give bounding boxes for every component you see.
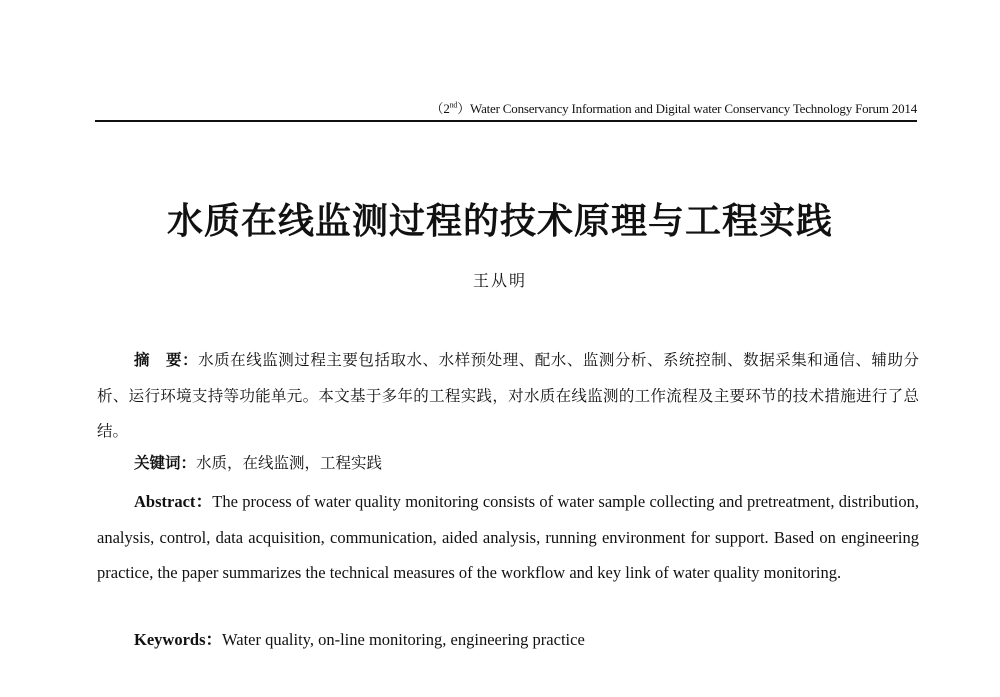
- abstract-english-label: Abstract：: [134, 492, 213, 511]
- keywords-chinese: [134, 452, 382, 474]
- abstract-chinese-label: 摘 要：: [134, 351, 199, 369]
- keywords-chinese-label: 关键词：: [134, 454, 197, 472]
- running-header: [97, 98, 917, 117]
- abstract-chinese: [97, 343, 919, 450]
- paper-author: 王从明: [472, 271, 527, 290]
- running-header-text: ）Water Conservancy Information and Digital water Conservancy Technology Forum 2014: [457, 101, 917, 116]
- keywords-english-label: Keywords：: [134, 630, 222, 649]
- header-rule: [95, 120, 917, 122]
- abstract-english: [97, 484, 919, 591]
- abstract-chinese-text: 水质在线监测过程主要包括取水、水样预处理、配水、监测分析、系统控制、数据采集和通信、辅助分析、运行环境支持等功能单元。本文基于多年的工程实践，对水质在线监测的工作流程及主要环节的技术措施进行了总结。: [97, 351, 919, 440]
- running-header-ordinal-suffix: nd: [449, 100, 458, 110]
- keywords-english: [134, 629, 585, 651]
- keywords-english-text: Water quality, on-line monitoring, engineering practice: [222, 630, 585, 649]
- running-header-prefix: （2: [430, 101, 450, 116]
- paper-title: 水质在线监测过程的技术原理与工程实践: [166, 200, 833, 242]
- abstract-english-text: The process of water quality monitoring consists of water sample collecting and pretreatment, distribution, analysis, control, data acquisition, communication, aided analysis, running environment for support. Based on engineering practice, the paper summarizes the technical measures of the workflow and key link of water quality monitoring.: [97, 492, 919, 582]
- keywords-chinese-text: 水质，在线监测，工程实践: [196, 454, 383, 472]
